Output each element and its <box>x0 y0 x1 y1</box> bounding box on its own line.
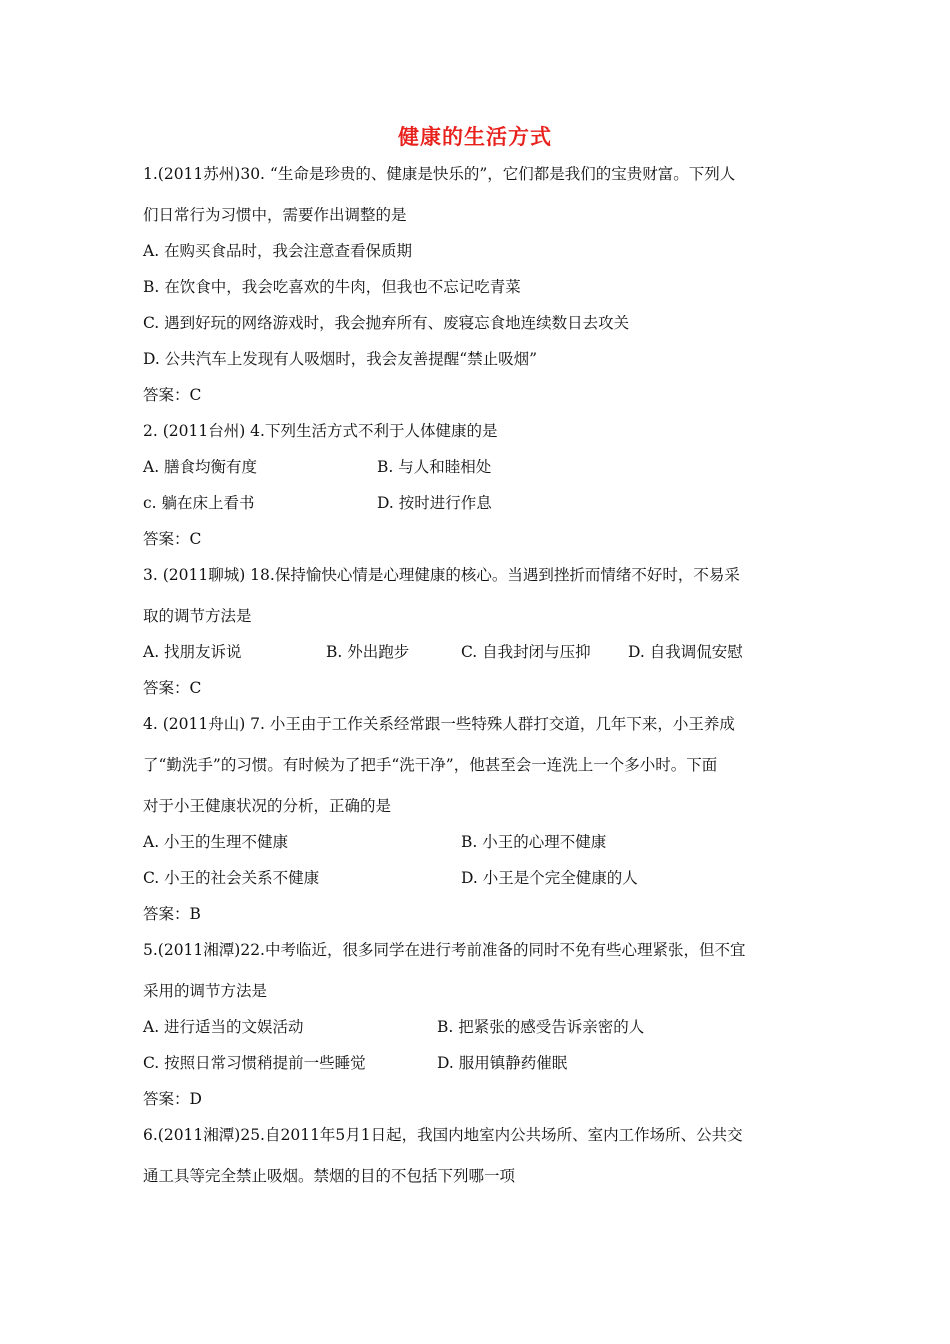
q4-stem-line3: 对于小王健康状况的分析，正确的是 <box>143 797 392 815</box>
q1-stem-line2: 们日常行为习惯中，需要作出调整的是 <box>143 206 407 224</box>
q2-stem-line1: 2. (2011台州) 4.下列生活方式不利于人体健康的是 <box>143 422 498 440</box>
q2-option-d: D. 按时进行作息 <box>377 494 492 512</box>
q2-option-a: A. 膳食均衡有度 <box>143 458 258 476</box>
q4-option-b: B. 小王的心理不健康 <box>461 833 607 851</box>
q6-stem-line2: 通工具等完全禁止吸烟。禁烟的目的不包括下列哪一项 <box>143 1167 516 1185</box>
q5-stem-line1: 5.(2011湘潭)22.中考临近，很多同学在进行考前准备的同时不免有些心理紧张，但不宜 <box>143 941 746 959</box>
q3-option-b: B. 外出跑步 <box>326 643 410 661</box>
q3-stem-line1: 3. (2011聊城) 18.保持愉快心情是心理健康的核心。当遇到挫折而情绪不好时，不易采 <box>143 566 740 584</box>
q2-option-b: B. 与人和睦相处 <box>377 458 492 476</box>
q1-stem-line1: 1.(2011苏州)30. “生命是珍贵的、健康是快乐的”，它们都是我们的宝贵财富。下列人 <box>143 165 736 183</box>
q2-option-c: c. 躺在床上看书 <box>143 494 255 512</box>
q4-option-d: D. 小王是个完全健康的人 <box>461 869 638 887</box>
q5-option-d: D. 服用镇静药催眠 <box>437 1054 568 1072</box>
q6-stem-line1: 6.(2011湘潭)25.自2011年5月1日起，我国内地室内公共场所、室内工作场所、公共交 <box>143 1126 743 1144</box>
q2-answer: 答案：C <box>143 530 202 548</box>
q3-option-a: A. 找朋友诉说 <box>143 643 242 661</box>
q4-answer: 答案：B <box>143 905 201 923</box>
q4-option-c: C. 小王的社会关系不健康 <box>143 869 320 887</box>
q4-option-a: A. 小王的生理不健康 <box>143 833 289 851</box>
q1-answer: 答案：C <box>143 386 202 404</box>
q3-option-d: D. 自我调侃安慰 <box>628 643 743 661</box>
q1-option-d: D. 公共汽车上发现有人吸烟时，我会友善提醒“禁止吸烟” <box>143 350 538 368</box>
q1-option-a: A. 在购买食品时，我会注意查看保质期 <box>143 242 413 260</box>
q5-option-b: B. 把紧张的感受告诉亲密的人 <box>437 1018 645 1036</box>
q4-stem-line2: 了“勤洗手”的习惯。有时候为了把手“洗干净”，他甚至会一连洗上一个多小时。下面 <box>143 756 718 774</box>
q3-answer: 答案：C <box>143 679 202 697</box>
q5-option-a: A. 进行适当的文娱活动 <box>143 1018 304 1036</box>
q5-stem-line2: 采用的调节方法是 <box>143 982 268 1000</box>
q5-answer: 答案：D <box>143 1090 202 1108</box>
q3-stem-line2: 取的调节方法是 <box>143 607 252 625</box>
q1-option-c: C. 遇到好玩的网络游戏时，我会抛弃所有、废寝忘食地连续数日去攻关 <box>143 314 630 332</box>
q3-option-c: C. 自我封闭与压抑 <box>461 643 591 661</box>
q5-option-c: C. 按照日常习惯稍提前一些睡觉 <box>143 1054 366 1072</box>
page-title: 健康的生活方式 <box>398 125 552 149</box>
q4-stem-line1: 4. (2011舟山) 7. 小王由于工作关系经常跟一些特殊人群打交道，几年下来，小王养成 <box>143 715 735 733</box>
q1-option-b: B. 在饮食中，我会吃喜欢的牛肉，但我也不忘记吃青菜 <box>143 278 521 296</box>
